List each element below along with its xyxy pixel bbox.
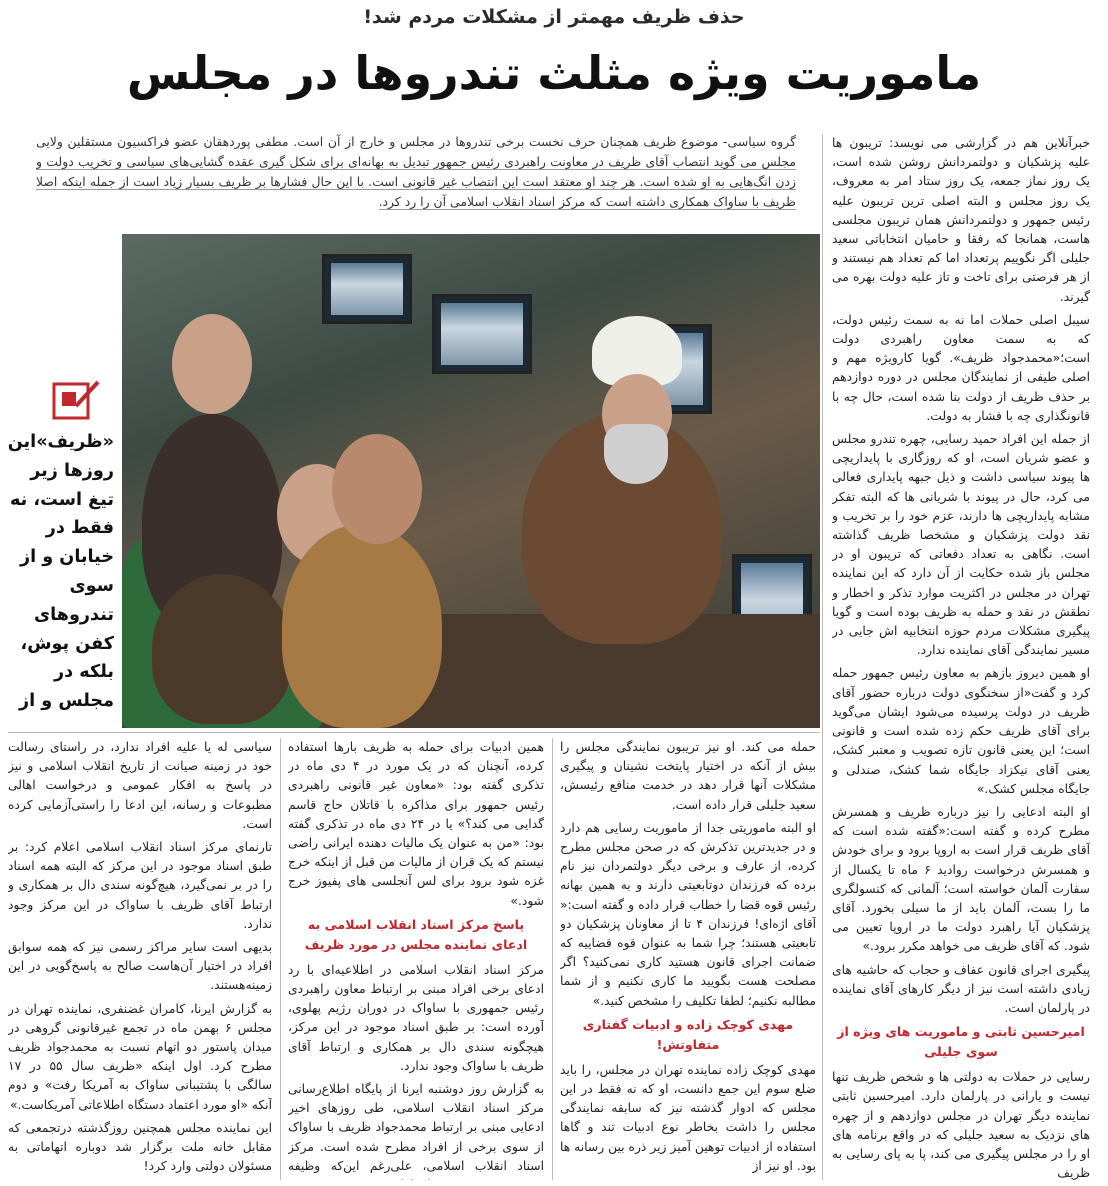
paragraph: بدیهی است سایر مراکز رسمی نیز که همه سوابق افراد در اختیار آن‌هاست صالح به پاسخ‌گویی در این زمینه‌هستند. bbox=[8, 940, 272, 993]
person-shape bbox=[152, 574, 292, 724]
paragraph: پیگیری اجرای قانون عفاف و حجاب که حاشیه های زیادی داشته است نیز از دیگر کارهای آقای نماینده در پارلمان است. bbox=[832, 962, 1090, 1015]
face-shape bbox=[172, 314, 252, 414]
article-column-b bbox=[560, 738, 816, 1180]
paragraph: این نماینده مجلس همچنین روزگذشته درتجمعی که مقابل خانه ملت برگزار شد دوباره اتهاماتی به مسئولان دولتی وارد کرد! bbox=[8, 1120, 272, 1174]
subheading: مهدی کوچک زاده و ادبیات گفتاری متفاوتش! bbox=[582, 1016, 794, 1052]
paragraph: تارنمای مرکز اسناد انقلاب اسلامی اعلام کرد: بر طبق اسناد موجود در این مرکز که البته همه اسناد را در بر نمی‌گیرد، هیچ‌گونه سندی دال بر همکاری و ارتباط آقای ظریف با ساواک در این مرکز وجود ندارد. bbox=[8, 840, 272, 931]
article-column-c bbox=[288, 738, 544, 1180]
paragraph: مهدی کوچک زاده نماینده تهران در مجلس، را باید ضلع سوم این جمع دانست، او که نه فقط در این مجلس که ادوار گذشته نیز که سابقه نمایندگی مجلس را داشت بخاطر نوع ادبیات تند و گاها استفاده از ادبیات توهین آمیز زیر ذره بین رسانه ها بود. او نیز از bbox=[560, 1062, 816, 1173]
pen-edit-icon bbox=[52, 378, 102, 424]
monitor-shape bbox=[432, 294, 532, 374]
paragraph: به گزارش روز دوشنبه ایرنا از پایگاه اطلاع‌رسانی مرکز اسناد انقلاب اسلامی، طی روزهای اخیر ادعایی مبنی بر ارتباط محمدجواد ظریف با ساواک از سوی برخی از افراد مطرح شده است. مرکز اسناد انقلاب اسلامی، علی‌رغم این‌که وظیفه bbox=[288, 1082, 544, 1173]
paragraph: از جمله این افراد حمید رسایی، چهره تندرو مجلس و عضو شریان است، او که روزگاری با پایداریچی ها پیوند سیاسی داشت و ذیل جبهه پایداری فعالی می کرد، حال در پیوند با شریانی ها که البته تفکر مشابه پایداریچی ها دارند، عزم خود را بر تخریب و نقد دولت پزشکیان و مشخصا ظریف گذاشته است. نگاهی به تعداد دفعاتی که تریبون او در مجلس باز شده حکایت از آن دارد که این نماینده تهران در مجلس در اکثریت موارد تذکر و اخطار و نطقش در نقد و حمله به ظریف بوده است و گویا پیگیری مشکلات مردم حوزه انتخابیه اش جایی در مسیر نمایندگی آقای نماینده ندارد. bbox=[832, 432, 1090, 658]
lead-text: گروه سیاسی- موضوع ظریف همچنان حرف نخست برخی تندروها در مجلس و خارج از آن است. مطفی پوردهقان عضو فراکسیون مستقلین ولایی bbox=[36, 134, 796, 149]
subheading: پاسخ مرکز اسناد انقلاب اسلامی به ادعای نماینده مجلس در مورد ظریف bbox=[304, 916, 528, 952]
article-column-right bbox=[832, 134, 1090, 1180]
paragraph: به گزارش ایرنا، کامران غضنفری، نماینده تهران در مجلس ۶ بهمن ماه در تجمع غیرقانونی گروهی در میدان پاستور دو اتهام نسبت به محمدجواد ظریف مطرح کرد. اول اینکه «ظریف سال ۵۵ در ۱۷ سالگی با پشتیبانی ساواک به آمریکا رفت» و دوم آنکه «او مورد اعتماد دستگاه اطلاعاتی آمریکاست.» bbox=[8, 1001, 272, 1112]
column-divider bbox=[280, 738, 281, 1180]
section-divider bbox=[8, 732, 820, 733]
paragraph: مرکز اسناد انقلاب اسلامی در اطلاعیه‌ای با رد ادعای برخی افراد مبنی بر ارتباط معاون راهبردی رئیس جمهوری با ساواک در دوران رژیم پهلوی، آورده است: بر طبق اسناد موجود در این مرکز، هیچگونه سندی دال بر همکاری و ارتباط آقای ظریف با ساواک وجود ندارد. bbox=[288, 962, 544, 1073]
monitor-shape bbox=[322, 254, 412, 324]
paragraph: خبرآنلاین هم در گزارشی می نویسد: تریبون ها علیه پزشکیان و دولتمردانش روشن شده است، یک روز نماز جمعه، یک روز ستاد امر به معروف، یک روز مجلس و البته اصلی ترین تریبون علیه رئیس جمهور و دولتمردانش همان تریبون مجلسی هاست، همانجا که رفقا و حامیان انتخاباتی سعید جلیلی اگر نگوییم پرتعداد اما کم تعداد هم نیستند و از هر فرصتی برای تاخت و تاز علیه دولت بهره می گیرند. bbox=[832, 136, 1090, 304]
headline: ماموریت ویژه مثلث تندروها در مجلس bbox=[126, 46, 982, 100]
paragraph: سیاسی له یا علیه افراد ندارد، در راستای رسالت خود در زمینه صیانت از تاریخ انقلاب اسلامی و نیز در پاسخ به افکار عمومی و درخواست اهالی مطبوعات و رسانه، این ادعا را راستی‌آزمایی کرده است. bbox=[8, 740, 272, 831]
kicker: حذف ظریف مهمتر از مشکلات مردم شد! bbox=[363, 6, 745, 28]
paragraph: حمله می کند. او نیز تریبون نمایندگی مجلس را بیش از آنکه در اختیار پایتخت نشینان و پیگیری مشکلات آنها قرار دهد در خدمت منافع رئیسش، سعید جلیلی قرار داده است. bbox=[560, 740, 816, 812]
paragraph: او البته ماموریتی جدا از ماموریت رسایی هم دارد و در جدیدترین تذکرش که در صحن مجلس مطرح کرده، از عارف و برخی دیگر دولتمردان نیز نام برده که فرزندان دوتابعیتی دارند و به همین بهانه رئیس قوه قضا را خطاب قرار داده و گفته است:« آقای اژه‌ای! فرزندان ۴ تا از معاونان پزشکیان دو تابعیتی هستند؛ چرا شما به عنوان قوه قضاییه که ضمانت اجرای قانون هستید کاری نمی‌کنید؟ اگر مصلحت هست بگویید ما کاری نکنیم و از شما مطالبه نکنیم؛ لطفا تکلیف را مشخص کنید.» bbox=[560, 820, 816, 1008]
beard-shape bbox=[604, 424, 668, 484]
lead-underlined-text: مجلس می گوید انتصاب آقای ظریف در معاونت راهبردی رئیس جمهور تبدیل به بهانه‌ای برای شکل گیری عقده گشایی‌های سیاسی و تخریب دولت و زدن انگ‌هایی به او شده است. هر چند او معتقد است این انتصاب غیر قانونی است. با این حال فشارها بر ظریف بسیار زیاد است از جمله اینکه اصلا ظریف با ساواک همکاری داشته است که مرکز اسناد انقلاب اسلامی آن را رد کرد. bbox=[36, 154, 796, 209]
paragraph: رسایی در حملات به دولتی ها و شخص ظریف تنها نیست و یارانی در پارلمان دارد. امیرحسین ثابتی نماینده دیگر تهران در مجلس دوازدهم و از چهره های نزدیک به سعید جلیلی که در واقع برنامه های او را در مجلس پیگیری می کند، پا به پای رسایی به ظریف bbox=[832, 1070, 1090, 1180]
parliament-photo bbox=[122, 234, 820, 728]
pull-quote: «ظریف»این روزها زیر تیغ است، نه فقط در خیابان و از سوی تندروهای کفن پوش، بلکه در مجلس و از bbox=[8, 432, 114, 712]
subheading: امیرحسین ثابتی و ماموریت های ویژه از سوی جلیلی bbox=[837, 1024, 1085, 1060]
article-column-d bbox=[8, 738, 272, 1180]
paragraph: همین ادبیات برای حمله به ظریف بارها استفاده کرده، آنچنان که در یک مورد در ۴ دی ماه در تذکری گفته بود: «معاون غیر قانونی راهبردی رئیس جمهور برای مذاکره با قاتلان حاج قاسم گدایی می کند؟» یا در ۲۴ دی ماه در تذکری گفته بود: «من به عنوان یک مالیات دهنده ایرانی راضی نیستم که یک قران از مالیات من قبل از اینکه خرج غزه شود برود برای لس آنجلسی های پفیوز خرج شود.» bbox=[288, 740, 544, 908]
person-shape bbox=[282, 524, 442, 728]
paragraph: او البته ادعایی را نیز درباره ظریف و همسرش مطرح کرده و گفته است:«گفته شده است که آقای ظریف قرار است به اروپا برود و برای خودش و همسرش درخواست روادید ۶ ماه تا یکسال از سفارت آلمان خواسته است؛ آلمانی که کنسولگری ما را بست، آلمان باید از ما سیلی بخورد. آقای پزشکیان آیا راهبرد دولت ما در اروپا تعیین می شود. که آقای ظریف می خواهد مکرر برود.» bbox=[832, 804, 1090, 954]
face-shape bbox=[332, 434, 422, 544]
paragraph: سیبل اصلی حملات اما نه به سمت رئیس دولت، که به سمت معاون راهبردی دولت است؛«محمدجواد ظریف». گویا کارویژه مهم و اصلی طیفی از نمایندگان مجلس در دوره دوازدهم بر حذف ظریف از دولت بنا شده است، حال چه با قانونگذاری چه با فشار به دولت. bbox=[832, 312, 1090, 423]
paragraph: او همین دیروز بازهم به معاون رئیس جمهور حمله کرد و گفت«از سخنگوی دولت درباره حضور آقای ظریف در دولت پرسیده می‌شود ایشان می‌گوید برای آقای ظریف حکم زده شده است و قانونی است؛ این یعنی قانون تازه تصویب و معتبر کشک، یعنی آقای نیکزاد جایگاه شما کشک، صندلی و جایگاه مجلس کشک.» bbox=[832, 666, 1090, 796]
lead-paragraph bbox=[36, 132, 796, 224]
column-divider bbox=[552, 738, 553, 1180]
column-divider bbox=[822, 134, 823, 1180]
